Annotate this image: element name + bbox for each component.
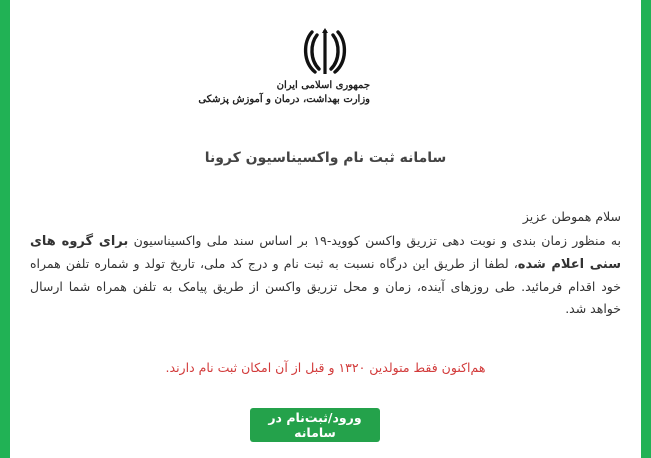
intro-text-part2: ، لطفا از طریق این درگاه نسبت به ثبت نام و درج کد ملی، تاریخ تولد و شماره تلفن همراه خود اقدام فرمائید. طی روزهای آینده، زمان و محل تزریق واکسن از طریق پیامک به تلفن همراه شما ارسال خواهد شد. xyxy=(30,256,621,316)
main-card xyxy=(10,0,641,458)
intro-content xyxy=(30,206,621,320)
logo-republic-text: جمهوری اسلامی ایران xyxy=(276,80,370,91)
intro-text-part1: به منظور زمان بندی و نوبت دهی تزریق واکسن کووید-۱۹ بر اساس سند ملی واکسیناسیون xyxy=(128,233,622,248)
greeting-text: سلام هموطن عزیز xyxy=(522,209,621,224)
ministry-logo xyxy=(198,26,370,132)
intro-paragraph xyxy=(30,230,621,320)
intro-text-bold: برای گروه های سنی اعلام شده xyxy=(30,234,622,272)
login-register-button[interactable]: ورود/ثبت‌نام در سامانه xyxy=(250,408,380,442)
iran-emblem-icon xyxy=(302,26,348,78)
eligibility-notice: هم‌اکنون فقط متولدین ۱۳۲۰ و قبل از آن امکان ثبت نام دارند. xyxy=(165,360,486,375)
logo-ministry-text: وزارت بهداشت، درمان و آموزش پزشکی xyxy=(198,94,370,105)
page-title: سامانه ثبت نام واکسیناسیون کرونا xyxy=(204,150,447,166)
